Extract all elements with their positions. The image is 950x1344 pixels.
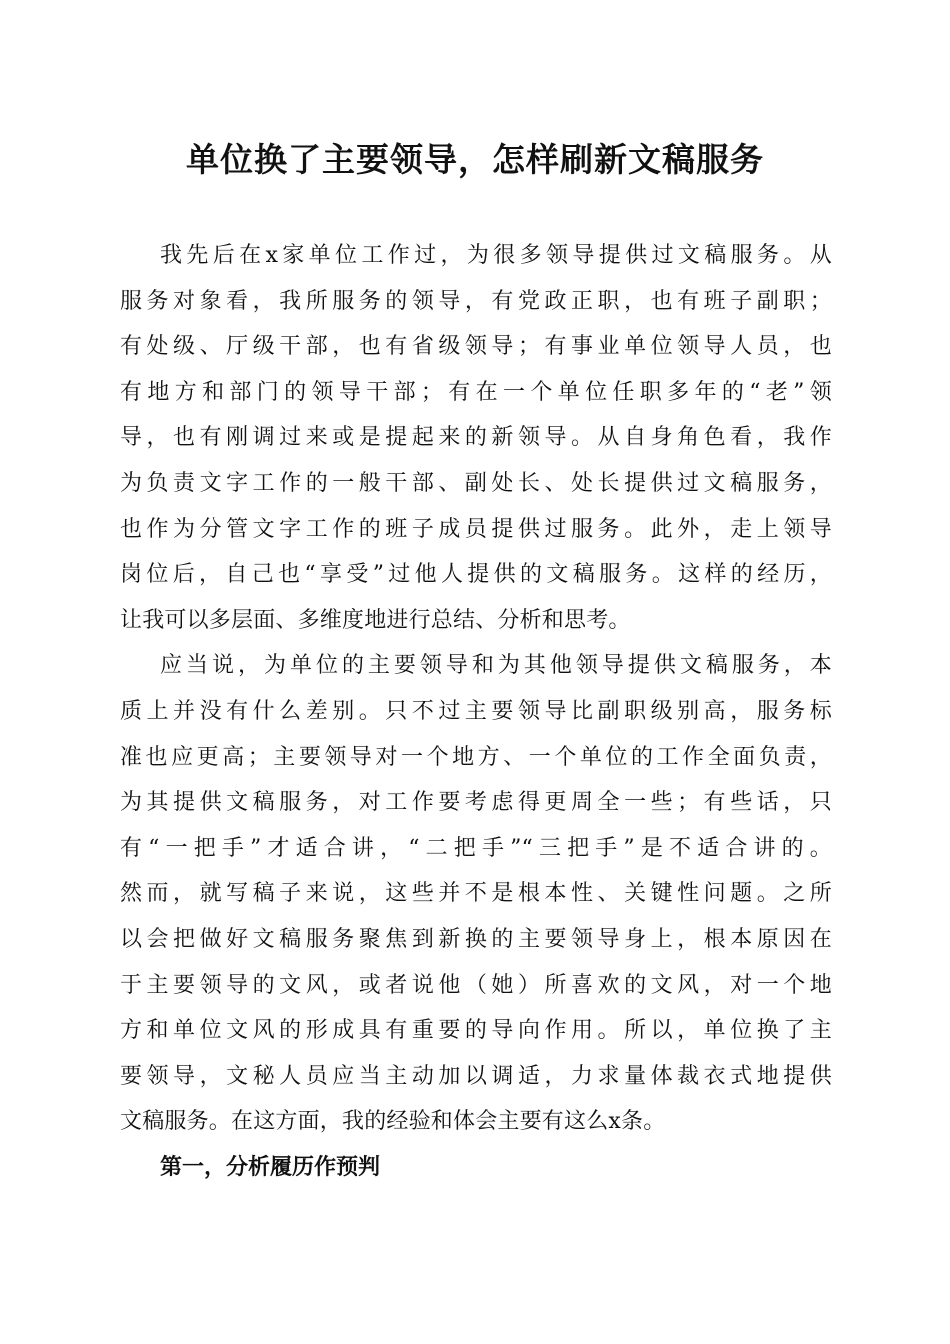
- text-line: 然而，就写稿子来说，这些并不是根本性、关键性问题。之所: [120, 881, 832, 907]
- paragraph-2: [120, 643, 832, 1145]
- text-line: 岗位后，自己也“享受”过他人提供的文稿服务。这样的经历，: [120, 562, 832, 588]
- text-line: 导，也有刚调过来或是提起来的新领导。从自身角色看，我作: [120, 425, 832, 451]
- text-line: 为其提供文稿服务，对工作要考虑得更周全一些；有些话，只: [120, 790, 832, 816]
- text-line: 于主要领导的文风，或者说他（她）所喜欢的文风，对一个地: [120, 972, 832, 998]
- text-line: 方和单位文风的形成具有重要的导向作用。所以，单位换了主: [120, 1018, 832, 1044]
- text-line: 为负责文字工作的一般干部、副处长、处长提供过文稿服务，: [120, 470, 832, 496]
- paragraph-1: [120, 233, 832, 643]
- text-line: 文稿服务。在这方面，我的经验和体会主要有这么x条。: [120, 1109, 666, 1135]
- text-line: 有地方和部门的领导干部；有在一个单位任职多年的“老”领: [120, 379, 832, 405]
- text-line: 应当说，为单位的主要领导和为其他领导提供文稿服务，本: [160, 653, 832, 679]
- text-line: 也作为分管文字工作的班子成员提供过服务。此外，走上领导: [120, 516, 832, 542]
- text-line: 让我可以多层面、多维度地进行总结、分析和思考。: [120, 607, 631, 633]
- text-line: 准也应更高；主要领导对一个地方、一个单位的工作全面负责，: [120, 744, 832, 770]
- text-line: 服务对象看，我所服务的领导，有党政正职，也有班子副职；: [120, 288, 832, 314]
- text-line: 有处级、厅级干部，也有省级领导；有事业单位领导人员，也: [120, 334, 832, 360]
- text-line: 以会把做好文稿服务聚焦到新换的主要领导身上，根本原因在: [120, 926, 832, 952]
- text-line: 要领导，文秘人员应当主动加以调适，力求量体裁衣式地提供: [120, 1063, 832, 1089]
- document-title: 单位换了主要领导，怎样刷新文稿服务: [186, 140, 764, 179]
- text-line: 质上并没有什么差别。只不过主要领导比副职级别高，服务标: [120, 698, 832, 724]
- document-body: [120, 233, 832, 1190]
- section-heading: 第一，分析履历作预判: [160, 1154, 381, 1180]
- text-line: 我先后在x家单位工作过，为很多领导提供过文稿服务。从: [160, 243, 832, 268]
- text-line: 有“一把手”才适合讲，“二把手”“三把手”是不适合讲的。: [120, 835, 832, 861]
